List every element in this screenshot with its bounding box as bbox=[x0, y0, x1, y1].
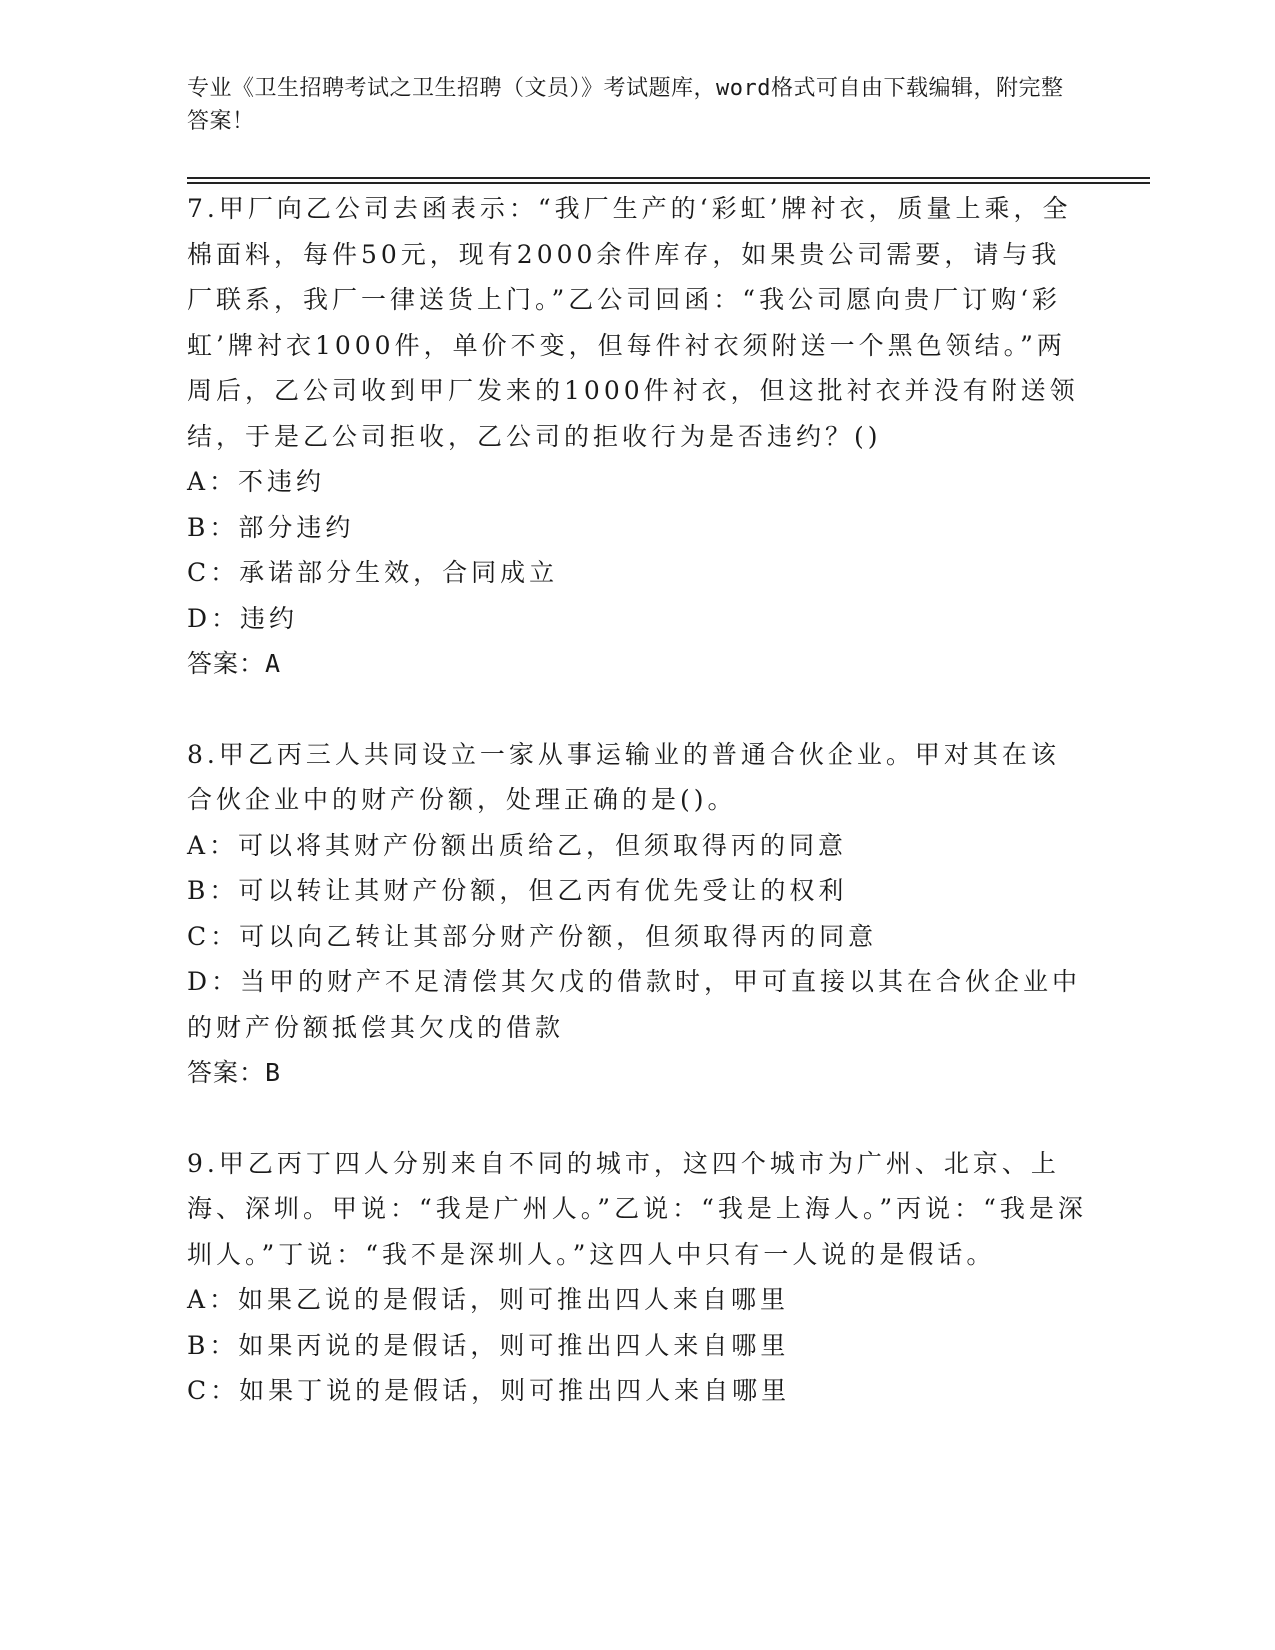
question-stem: 8.甲乙丙三人共同设立一家从事运输业的普通合伙企业。甲对其在该合伙企业中的财产份额，处理正确的是()。 bbox=[187, 739, 1060, 814]
header-divider-top bbox=[187, 177, 1150, 179]
option-b: B：部分违约 bbox=[187, 512, 355, 542]
option-c: C：承诺部分生效，合同成立 bbox=[187, 558, 559, 587]
option-c: C：可以向乙转让其部分财产份额，但须取得丙的同意 bbox=[187, 921, 878, 951]
option-a: A：如果乙说的是假话，则可推出四人来自哪里 bbox=[187, 1285, 790, 1314]
header-divider-bottom bbox=[187, 182, 1150, 184]
question-8 bbox=[187, 732, 1087, 1096]
option-b: B：可以转让其财产份额，但乙丙有优先受让的权利 bbox=[187, 876, 848, 905]
answer-line: 答案：B bbox=[187, 1058, 282, 1087]
question-9 bbox=[187, 1141, 1087, 1414]
question-7 bbox=[187, 186, 1087, 687]
question-stem: 9.甲乙丙丁四人分别来自不同的城市，这四个城市为广州、北京、上海、深圳。甲说：“我是广州人。”乙说：“我是上海人。”丙说：“我是深圳人。”丁说：“我不是深圳人。”这四人中只有一人说的是假话。 bbox=[187, 1148, 1087, 1269]
option-c: C：如果丁说的是假话，则可推出四人来自哪里 bbox=[187, 1376, 791, 1405]
answer-line: 答案：A bbox=[187, 649, 282, 678]
option-b: B：如果丙说的是假话，则可推出四人来自哪里 bbox=[187, 1330, 790, 1360]
option-d: D：当甲的财产不足清偿其欠戊的借款时，甲可直接以其在合伙企业中的财产份额抵偿其欠戊的借款 bbox=[187, 967, 1082, 1042]
option-d: D：违约 bbox=[187, 603, 299, 633]
option-a: A：可以将其财产份额出质给乙，但须取得丙的同意 bbox=[187, 830, 848, 860]
document-header: 专业《卫生招聘考试之卫生招聘（文员）》考试题库，word格式可自由下载编辑，附完整答案！ bbox=[187, 76, 1064, 134]
option-a: A：不违约 bbox=[187, 467, 326, 496]
question-stem: 7.甲厂向乙公司去函表示：“我厂生产的‘彩虹’牌衬衣，质量上乘，全棉面料，每件50元，现有2000余件库存，如果贵公司需要，请与我厂联系，我厂一律送货上门。”乙公司回函：“我公司愿向贵厂订购‘彩虹’牌衬衣1000件，单价不变，但每件衬衣须附送一个黑色领结。”两周后，乙公司收到甲厂发来的1000件衬衣，但这批衬衣并没有附送领结，于是乙公司拒收，乙公司的拒收行为是否违约？() bbox=[187, 194, 1079, 451]
question-list bbox=[187, 186, 1087, 1459]
